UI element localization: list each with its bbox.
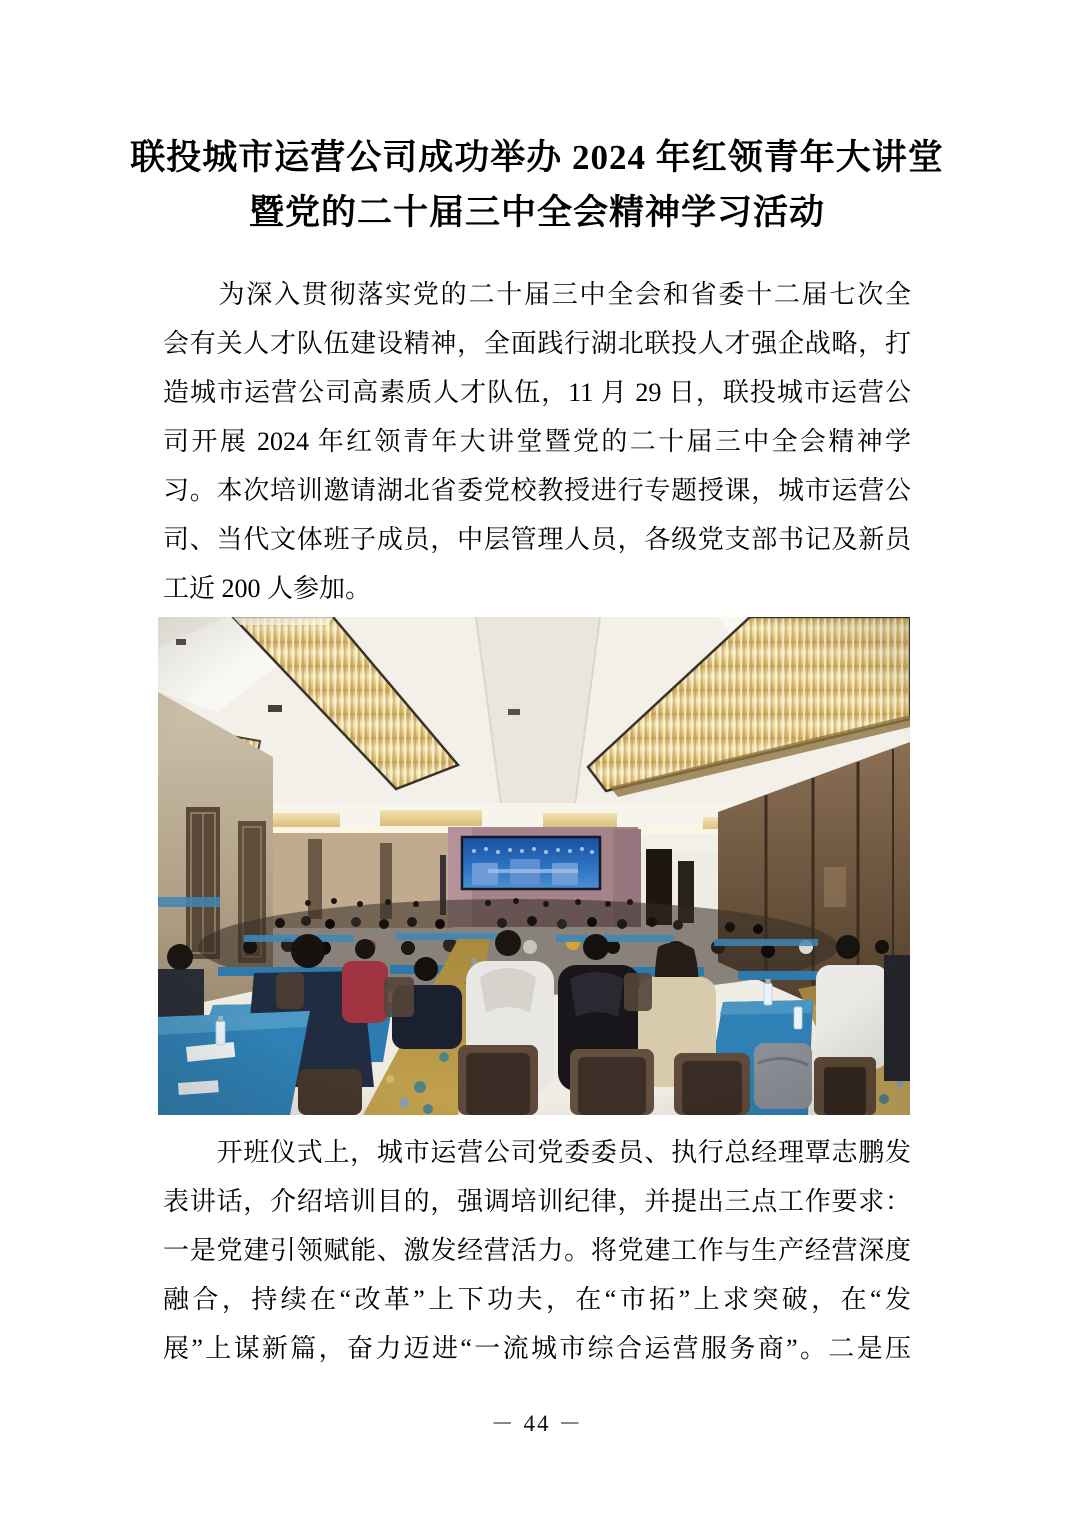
conference-photo xyxy=(158,617,910,1115)
text-line: 会有关人才队伍建设精神，全面践行湖北联投人才强企战略，打 xyxy=(163,329,911,358)
text-line: 表讲话，介绍培训目的，强调培训纪律，并提出三点工作要求： xyxy=(163,1187,911,1216)
paragraph-1 xyxy=(163,270,911,613)
text-line: 融合，持续在“改革”上下功夫，在“市拓”上求突破，在“发 xyxy=(163,1285,911,1314)
text-line: 造城市运营公司高素质人才队伍，11 月 29 日，联投城市运营公 xyxy=(163,378,911,407)
text-line: 展”上谋新篇，奋力迈进“一流城市综合运营服务商”。二是压 xyxy=(163,1334,911,1363)
paragraph-2 xyxy=(163,1128,911,1373)
text-line: 司开展 2024 年红领青年大讲堂暨党的二十届三中全会精神学 xyxy=(163,427,911,456)
title-line-2: 暨党的二十届三中全会精神学习活动 xyxy=(248,193,825,232)
text-line: 工近 200 人参加。 xyxy=(163,574,372,603)
text-line: 为深入贯彻落实党的二十届三中全会和省委十二届七次全 xyxy=(163,280,911,309)
text-line: 司、当代文体班子成员，中层管理人员，各级党支部书记及新员 xyxy=(163,525,911,554)
title-line-1: 联投城市运营公司成功举办 2024 年红领青年大讲堂 xyxy=(130,138,944,177)
page-number: － 44 － xyxy=(490,1411,584,1436)
text-line: 一是党建引领赋能、激发经营活力。将党建工作与生产经营深度 xyxy=(163,1236,911,1265)
text-line: 开班仪式上，城市运营公司党委委员、执行总经理覃志鹏发 xyxy=(163,1138,911,1167)
page-title xyxy=(0,130,1074,240)
text-line: 习。本次培训邀请湖北省委党校教授进行专题授课，城市运营公 xyxy=(163,476,911,505)
